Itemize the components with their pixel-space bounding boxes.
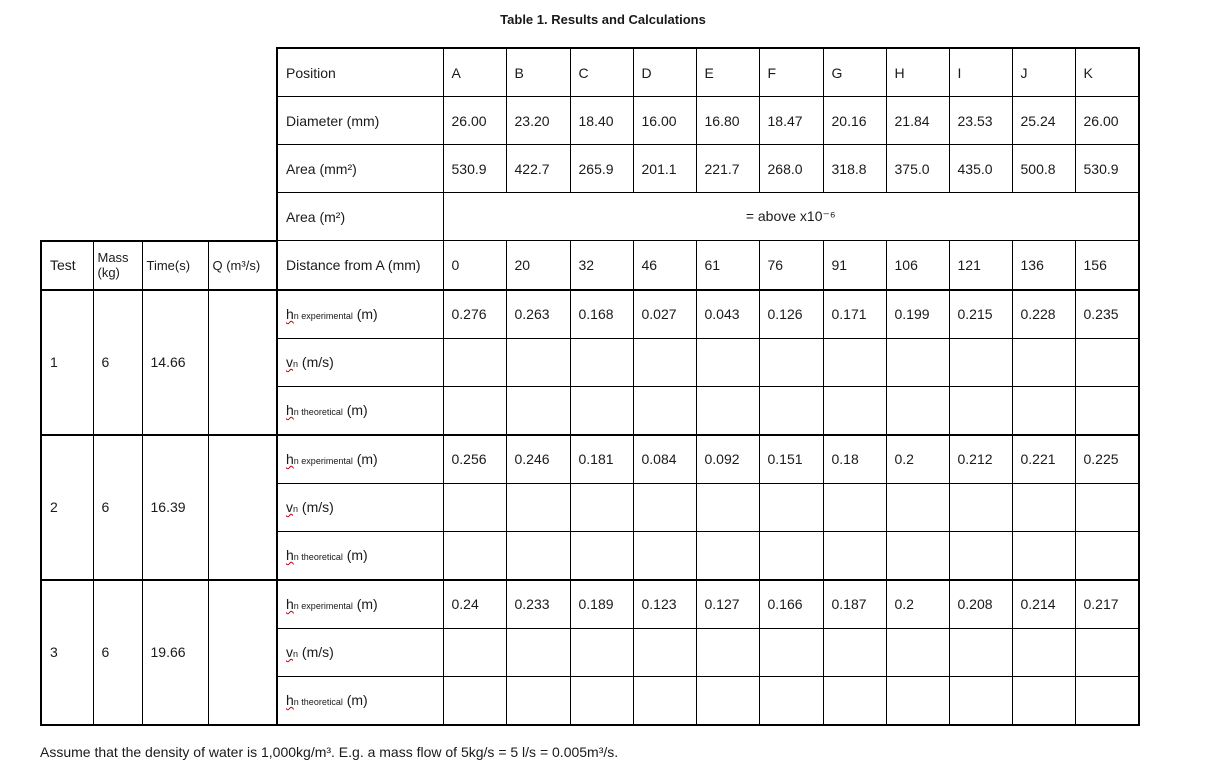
h-theo-cell xyxy=(1075,676,1139,725)
h-theo-cell xyxy=(696,386,759,435)
h-exp-cell: 0.256 xyxy=(443,435,506,484)
h-exp-cell: 0.126 xyxy=(759,290,823,339)
v-cell xyxy=(823,338,886,386)
area-mm2-cell: 435.0 xyxy=(949,145,1012,193)
v-cell xyxy=(506,628,570,676)
h-theo-cell xyxy=(570,531,633,580)
h-theo-cell xyxy=(886,531,949,580)
test-time: 19.66 xyxy=(142,580,208,725)
h-theo-label xyxy=(277,676,443,725)
diameter-cell: 25.24 xyxy=(1012,97,1075,145)
v-cell xyxy=(633,338,696,386)
h-theo-cell xyxy=(696,676,759,725)
h-exp-cell: 0.221 xyxy=(1012,435,1075,484)
h-theo-cell xyxy=(886,386,949,435)
h-exp-cell: 0.027 xyxy=(633,290,696,339)
diameter-cell: 18.47 xyxy=(759,97,823,145)
position-cell: I xyxy=(949,48,1012,97)
h-theo-cell xyxy=(1075,531,1139,580)
v-cell xyxy=(443,628,506,676)
area-mm2-label: Area (mm²) xyxy=(277,145,443,193)
blank-spacer xyxy=(41,145,277,193)
h-theo-cell xyxy=(443,531,506,580)
distance-row xyxy=(41,241,1139,290)
v-unit: (m/s) xyxy=(298,644,334,660)
h-exp-cell: 0.215 xyxy=(949,290,1012,339)
area-mm2-cell: 375.0 xyxy=(886,145,949,193)
h-theo-unit: (m) xyxy=(342,692,368,708)
h-theo-cell xyxy=(759,676,823,725)
h-exp-cell: 0.214 xyxy=(1012,580,1075,629)
distance-cell: 46 xyxy=(633,241,696,290)
h-exp-cell: 0.092 xyxy=(696,435,759,484)
h-theo-cell xyxy=(1012,531,1075,580)
h-theo-cell xyxy=(570,676,633,725)
h-theo-cell xyxy=(949,531,1012,580)
h-theo-cell xyxy=(633,676,696,725)
position-cell: D xyxy=(633,48,696,97)
distance-cell: 106 xyxy=(886,241,949,290)
v-cell xyxy=(696,338,759,386)
h-exp-symbol: h xyxy=(286,451,294,467)
distance-cell: 121 xyxy=(949,241,1012,290)
v-cell xyxy=(1075,628,1139,676)
v-label xyxy=(277,628,443,676)
v-symbol: v xyxy=(286,354,293,370)
v-cell xyxy=(570,483,633,531)
diameter-cell: 16.80 xyxy=(696,97,759,145)
test-number: 1 xyxy=(41,290,93,435)
diameter-cell: 23.20 xyxy=(506,97,570,145)
h-theo-subscript: n theoretical xyxy=(293,407,343,417)
test-q xyxy=(208,435,277,580)
v-cell xyxy=(443,338,506,386)
v-cell xyxy=(823,628,886,676)
h-theo-cell xyxy=(823,676,886,725)
h-theo-cell xyxy=(633,531,696,580)
v-label xyxy=(277,483,443,531)
v-cell xyxy=(570,628,633,676)
v-cell xyxy=(949,338,1012,386)
results-table xyxy=(40,47,1140,726)
v-subscript: n xyxy=(293,649,299,659)
h-exp-cell: 0.168 xyxy=(570,290,633,339)
h-exp-cell: 0.084 xyxy=(633,435,696,484)
position-cell: J xyxy=(1012,48,1075,97)
h-exp-cell: 0.2 xyxy=(886,580,949,629)
h-theo-subscript: n theoretical xyxy=(293,552,343,562)
h-exp-unit: (m) xyxy=(352,596,378,612)
h-theo-cell xyxy=(823,386,886,435)
h-exp-symbol: h xyxy=(286,306,294,322)
diameter-cell: 26.00 xyxy=(1075,97,1139,145)
test-number: 3 xyxy=(41,580,93,725)
h-exp-cell: 0.228 xyxy=(1012,290,1075,339)
h-theo-cell xyxy=(759,531,823,580)
area-mm2-cell: 318.8 xyxy=(823,145,886,193)
v-cell xyxy=(633,628,696,676)
position-cell: F xyxy=(759,48,823,97)
h-exp-label xyxy=(277,580,443,629)
h-theo-symbol: h xyxy=(286,547,294,563)
h-exp-cell: 0.171 xyxy=(823,290,886,339)
area-mm2-cell: 530.9 xyxy=(443,145,506,193)
h-theo-cell xyxy=(823,531,886,580)
distance-cell: 61 xyxy=(696,241,759,290)
distance-cell: 32 xyxy=(570,241,633,290)
v-subscript: n xyxy=(293,504,299,514)
table-caption: Table 1. Results and Calculations xyxy=(500,12,706,27)
h-theo-cell xyxy=(570,386,633,435)
area-mm2-cell: 530.9 xyxy=(1075,145,1139,193)
distance-cell: 20 xyxy=(506,241,570,290)
v-cell xyxy=(570,338,633,386)
v-cell xyxy=(696,483,759,531)
h-theo-symbol: h xyxy=(286,402,294,418)
area-m2-row xyxy=(41,193,1139,241)
v-cell xyxy=(443,483,506,531)
diameter-cell: 23.53 xyxy=(949,97,1012,145)
h-theo-label xyxy=(277,531,443,580)
h-exp-label xyxy=(277,435,443,484)
position-cell: A xyxy=(443,48,506,97)
h-theo-cell xyxy=(1075,386,1139,435)
distance-label: Distance from A (mm) xyxy=(277,241,443,290)
distance-cell: 0 xyxy=(443,241,506,290)
distance-cell: 91 xyxy=(823,241,886,290)
h-theo-unit: (m) xyxy=(342,547,368,563)
h-theo-cell xyxy=(443,386,506,435)
v-cell xyxy=(1012,628,1075,676)
area-mm2-row xyxy=(41,145,1139,193)
h-theo-cell xyxy=(633,386,696,435)
h-exp-unit: (m) xyxy=(352,451,378,467)
position-cell: G xyxy=(823,48,886,97)
v-cell xyxy=(759,628,823,676)
h-exp-cell: 0.233 xyxy=(506,580,570,629)
blank-spacer xyxy=(41,97,277,145)
distance-cell: 136 xyxy=(1012,241,1075,290)
diameter-cell: 20.16 xyxy=(823,97,886,145)
test-header: Test xyxy=(41,241,93,290)
h-theo-cell xyxy=(443,676,506,725)
test-mass: 6 xyxy=(93,580,142,725)
position-cell: B xyxy=(506,48,570,97)
h-exp-cell: 0.246 xyxy=(506,435,570,484)
area-mm2-cell: 268.0 xyxy=(759,145,823,193)
v-cell xyxy=(886,628,949,676)
h-exp-cell: 0.18 xyxy=(823,435,886,484)
h-theo-unit: (m) xyxy=(342,402,368,418)
position-cell: E xyxy=(696,48,759,97)
h-theo-cell xyxy=(949,676,1012,725)
distance-cell: 156 xyxy=(1075,241,1139,290)
area-mm2-cell: 221.7 xyxy=(696,145,759,193)
v-cell xyxy=(759,338,823,386)
area-mm2-cell: 422.7 xyxy=(506,145,570,193)
h-exp-cell: 0.225 xyxy=(1075,435,1139,484)
v-label xyxy=(277,338,443,386)
h-theo-cell xyxy=(696,531,759,580)
h-theo-cell xyxy=(1012,676,1075,725)
diameter-cell: 18.40 xyxy=(570,97,633,145)
h-theo-subscript: n theoretical xyxy=(293,697,343,707)
test-q xyxy=(208,580,277,725)
h-exp-cell: 0.199 xyxy=(886,290,949,339)
blank-spacer xyxy=(41,48,277,97)
h-exp-subscript: n experimental xyxy=(293,601,353,611)
v-cell xyxy=(949,628,1012,676)
test-time: 16.39 xyxy=(142,435,208,580)
area-m2-label: Area (m²) xyxy=(277,193,443,241)
h-exp-cell: 0.123 xyxy=(633,580,696,629)
h-exp-unit: (m) xyxy=(352,306,378,322)
test-1-h-exp-row xyxy=(41,290,1139,339)
area-mm2-cell: 500.8 xyxy=(1012,145,1075,193)
h-exp-cell: 0.212 xyxy=(949,435,1012,484)
position-cell: H xyxy=(886,48,949,97)
time-header: Time(s) xyxy=(142,241,208,290)
diameter-cell: 16.00 xyxy=(633,97,696,145)
density-note: Assume that the density of water is 1,000kg/m³. E.g. a mass flow of 5kg/s = 5 l/s = 0.005m³/s. xyxy=(40,744,619,760)
v-cell xyxy=(886,483,949,531)
v-cell xyxy=(886,338,949,386)
h-exp-cell: 0.151 xyxy=(759,435,823,484)
h-exp-cell: 0.24 xyxy=(443,580,506,629)
h-exp-cell: 0.276 xyxy=(443,290,506,339)
h-theo-cell xyxy=(886,676,949,725)
v-cell xyxy=(759,483,823,531)
v-symbol: v xyxy=(286,499,293,515)
h-theo-symbol: h xyxy=(286,692,294,708)
h-theo-label xyxy=(277,386,443,435)
area-mm2-cell: 201.1 xyxy=(633,145,696,193)
h-exp-cell: 0.208 xyxy=(949,580,1012,629)
q-header: Q (m³/s) xyxy=(208,241,277,290)
h-exp-subscript: n experimental xyxy=(293,311,353,321)
v-cell xyxy=(633,483,696,531)
h-theo-cell xyxy=(506,531,570,580)
diameter-label: Diameter (mm) xyxy=(277,97,443,145)
test-q xyxy=(208,290,277,435)
h-exp-cell: 0.166 xyxy=(759,580,823,629)
distance-cell: 76 xyxy=(759,241,823,290)
h-exp-cell: 0.187 xyxy=(823,580,886,629)
h-theo-cell xyxy=(506,386,570,435)
h-exp-cell: 0.2 xyxy=(886,435,949,484)
v-unit: (m/s) xyxy=(298,354,334,370)
h-exp-label xyxy=(277,290,443,339)
position-cell: C xyxy=(570,48,633,97)
h-exp-cell: 0.127 xyxy=(696,580,759,629)
v-subscript: n xyxy=(293,359,299,369)
test-2-h-exp-row xyxy=(41,435,1139,484)
h-exp-symbol: h xyxy=(286,596,294,612)
v-cell xyxy=(1012,483,1075,531)
h-exp-cell: 0.217 xyxy=(1075,580,1139,629)
v-cell xyxy=(506,483,570,531)
test-time: 14.66 xyxy=(142,290,208,435)
v-cell xyxy=(1012,338,1075,386)
v-cell xyxy=(506,338,570,386)
blank-spacer xyxy=(41,193,277,241)
diameter-cell: 26.00 xyxy=(443,97,506,145)
position-cell: K xyxy=(1075,48,1139,97)
h-exp-cell: 0.189 xyxy=(570,580,633,629)
mass-header: Mass (kg) xyxy=(93,241,142,290)
v-cell xyxy=(1075,483,1139,531)
h-exp-cell: 0.263 xyxy=(506,290,570,339)
v-symbol: v xyxy=(286,644,293,660)
diameter-cell: 21.84 xyxy=(886,97,949,145)
h-exp-subscript: n experimental xyxy=(293,456,353,466)
h-exp-cell: 0.181 xyxy=(570,435,633,484)
area-m2-note: = above x10⁻⁶ xyxy=(443,193,1139,241)
area-mm2-cell: 265.9 xyxy=(570,145,633,193)
h-exp-cell: 0.235 xyxy=(1075,290,1139,339)
v-cell xyxy=(949,483,1012,531)
position-row xyxy=(41,48,1139,97)
position-label: Position xyxy=(277,48,443,97)
h-theo-cell xyxy=(506,676,570,725)
v-unit: (m/s) xyxy=(298,499,334,515)
h-theo-cell xyxy=(1012,386,1075,435)
h-exp-cell: 0.043 xyxy=(696,290,759,339)
test-3-h-exp-row xyxy=(41,580,1139,629)
diameter-row xyxy=(41,97,1139,145)
h-theo-cell xyxy=(759,386,823,435)
test-mass: 6 xyxy=(93,435,142,580)
test-mass: 6 xyxy=(93,290,142,435)
h-theo-cell xyxy=(949,386,1012,435)
test-number: 2 xyxy=(41,435,93,580)
v-cell xyxy=(696,628,759,676)
v-cell xyxy=(1075,338,1139,386)
v-cell xyxy=(823,483,886,531)
